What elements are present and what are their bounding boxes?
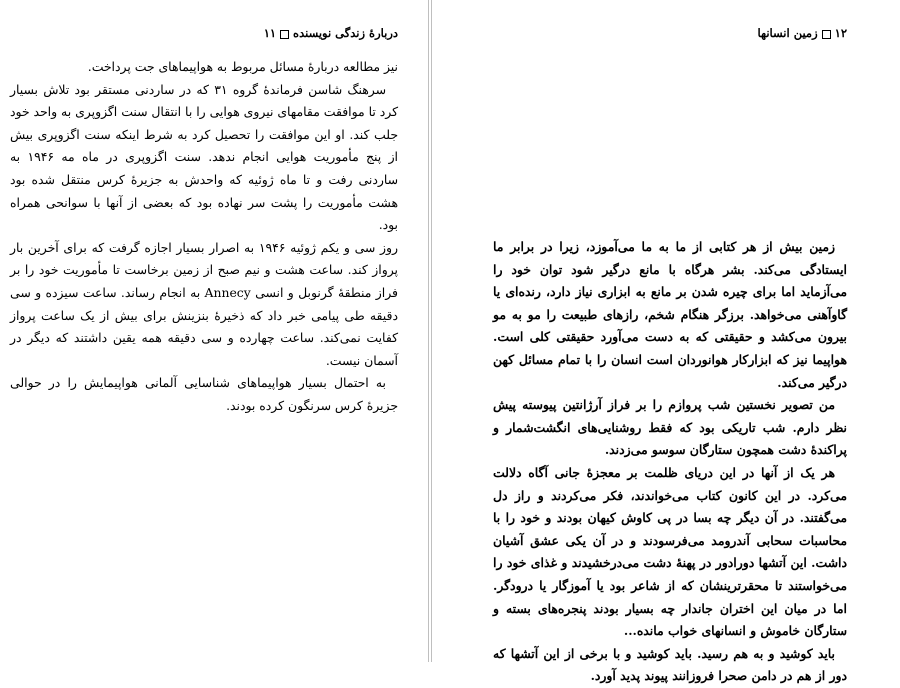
page-number: ۱۱ bbox=[263, 26, 277, 40]
right-page-header bbox=[493, 24, 847, 42]
paragraph: هر یک از آنها در این دریای ظلمت بر معجزهٔ جانی آگاه دلالت می‌کرد. در این کانون کتاب می‌خواندند، فکر می‌کردند و راز دل می‌گفتند. در آن دیگر چه بسا در پی کاوش کیهان بودند و خود را با محاسبات سحابی آندرومد می‌فرسودند و در آن یکی عشق آشیان داشت. این آتشها دورادور در پهنهٔ دشت می‌درخشیدند و غذای خود را می‌خواستند تا محقرترینشان که از شاعر بود یا آموزگار یا درودگر. اما در میان این اختران جاندار چه بسیار بودند پنجره‌های بسته و ستارگان خاموش و انسانهای خواب مانده... bbox=[493, 464, 847, 639]
paragraph: زمین بیش از هر کتابی از ما به ما می‌آموزد، زیرا در برابر ما ایستادگی می‌کند. بشر هرگاه با مانع درگیر شود توان خود را می‌آزماید اما برای چیره شدن بر مانع به ابزاری نیاز دارد، رنده‌ای یا گاوآهنی می‌خواهد. برزگر هنگام شخم، رازهای طبیعت را مو به مو بیرون می‌کشد و حقیقتی که به دست می‌آورد حقیقتی کلی است. هواپیما نیز که ابزارکار هوانوردان است انسان را با تمام مسائل کهن درگیر می‌کند. bbox=[493, 239, 847, 390]
left-page-body bbox=[10, 56, 398, 418]
paragraph: سرهنگ شاسن فرماندهٔ گروه ۳۱ که در ساردنی مستقر بود تلاش بسیار کرد تا موافقت مقامهای نیروی هوایی را با انتقال سنت اگزوپری به واحد خود جلب کند. او این موافقت را تحصیل کرد به شرط اینکه سنت اگزوپری بیش از پنج مأموریت هوایی انجام ندهد. سنت اگزوپری در ماه مه ۱۹۴۶ به ساردنی رفت و تا ماه ژوئیه که واحدش به جزیرهٔ کرس منتقل شده بود هشت مأموریت را پشت سر نهاده بود که بعضی از آنها با سوانحی همراه بود. bbox=[10, 81, 398, 233]
square-ornament-icon bbox=[280, 30, 289, 39]
chapter-opening-space bbox=[493, 56, 847, 236]
running-head-title: دربارهٔ زندگی نویسنده۱۱ bbox=[263, 26, 398, 40]
page-gutter-left bbox=[428, 0, 429, 662]
left-page-header bbox=[10, 24, 398, 42]
paragraph: من تصویر نخستین شب پروازم را بر فراز آرژانتین پیوسته پیش نظر دارم. شب تاریکی بود که فقط روشنایی‌های انگشت‌شمار و پراکندهٔ دشت همچون ستارگان سوسو می‌زدند. bbox=[493, 397, 847, 458]
square-ornament-icon bbox=[822, 30, 831, 39]
paragraph: به احتمال بسیار هواپیماهای شناسایی آلمانی هواپیمایش را در حوالی جزیرهٔ کرس سرنگون کرده بودند. bbox=[10, 375, 398, 413]
paragraph: نیز مطالعه دربارهٔ مسائل مربوط به هواپیماهای جت پرداخت. bbox=[87, 59, 398, 74]
right-page-body bbox=[493, 236, 847, 688]
right-page bbox=[431, 0, 900, 684]
left-page bbox=[0, 0, 428, 662]
page-number: ۱۲ bbox=[834, 26, 847, 40]
paragraph: باید کوشید و به هم رسید. باید کوشید و با برخی از این آتشها که دور از هم در دامن صحرا فروزانند پیوند پدید آورد. bbox=[493, 645, 847, 684]
running-head-title: ۱۲زمین انسانها bbox=[757, 26, 847, 40]
paragraph: روز سی و یکم ژوئیه ۱۹۴۶ به اصرار بسیار اجازه گرفت که برای آخرین بار پرواز کند. ساعت هشت و نیم صبح از زمین برخاست تا مأموریت خود را بر فراز منطقهٔ گرنوبل و انسی Annecy به انجام رساند. ساعت سیزده و سی دقیقه طی پیامی خبر داد که ذخیرهٔ بنزینش برای بیش از یک ساعت پرواز کفایت نمی‌کند. ساعت چهارده و سی دقیقه همه یقین داشتند که دیگر در آسمان نیست. bbox=[10, 239, 398, 368]
